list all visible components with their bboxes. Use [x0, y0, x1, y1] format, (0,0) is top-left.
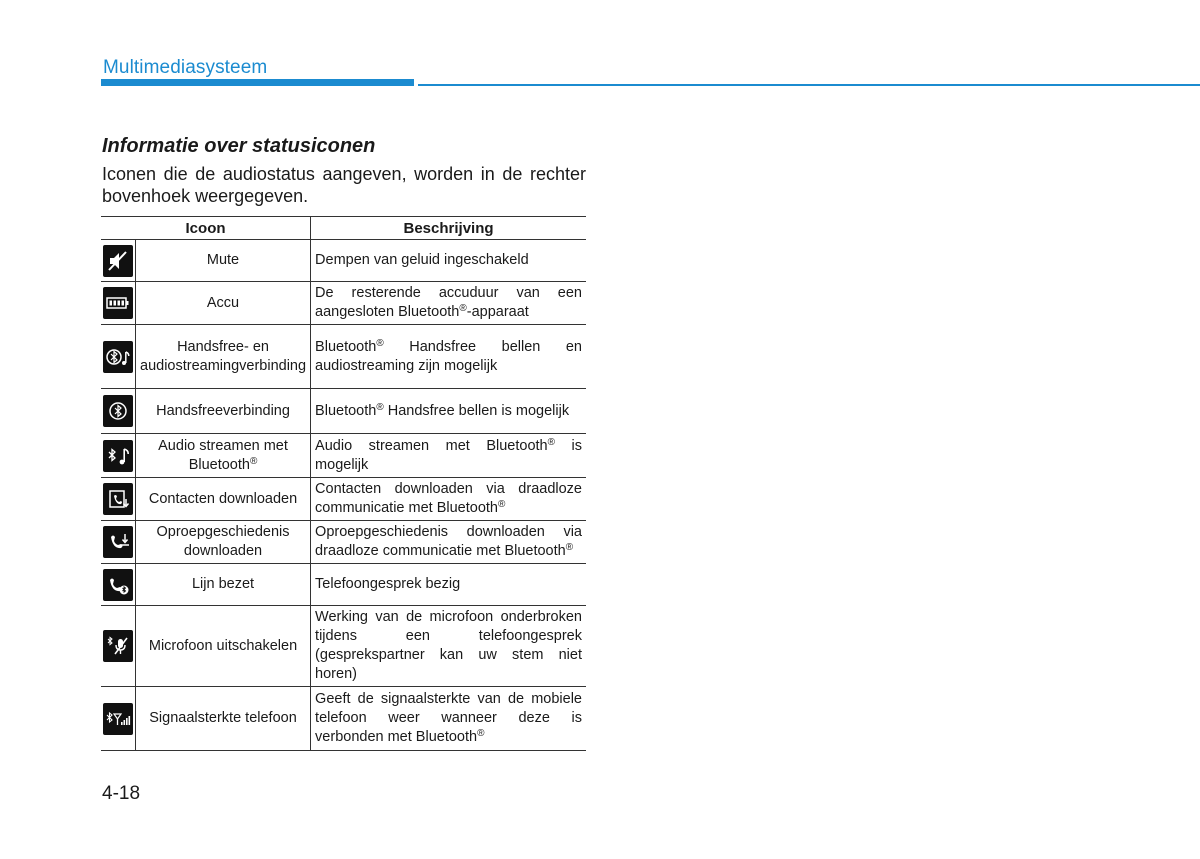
page-number: 4-18 — [102, 783, 141, 804]
header-rule-thin — [418, 84, 1200, 86]
table-row — [101, 687, 586, 751]
table-row — [101, 389, 586, 434]
registered-mark: ® — [249, 455, 258, 467]
bluetooth-handsfree-audio-icon — [103, 341, 133, 373]
table-row — [101, 282, 586, 325]
mute-icon — [103, 245, 133, 277]
desc-text: Geeft de signaalsterkte van de mobiele telefoon weer wanneer deze is verbonden met Bluetooth — [315, 691, 582, 745]
icon-description — [311, 389, 586, 434]
desc-text: Contacten downloaden via draadloze communicatie met Bluetooth — [315, 481, 582, 516]
registered-mark: ® — [477, 728, 485, 739]
icon-description — [311, 282, 586, 325]
status-icon-table — [101, 216, 586, 751]
battery-icon — [103, 287, 133, 319]
registered-mark: ® — [565, 542, 574, 553]
icon-name: Handsfree- en audiostreamingverbinding — [136, 325, 311, 389]
icon-name: Contacten downloaden — [136, 478, 311, 521]
contacts-download-icon — [103, 483, 133, 515]
table-row — [101, 606, 586, 687]
icon-description: Dempen van geluid ingeschakeld — [311, 240, 586, 282]
icon-name: Oproepgeschiedenis downloaden — [136, 521, 311, 564]
icon-description — [311, 687, 586, 751]
header-rule-thick — [101, 79, 414, 86]
bluetooth-audio-icon — [103, 440, 133, 472]
icon-name: Signaalsterkte telefoon — [136, 687, 311, 751]
signal-strength-icon — [103, 703, 133, 735]
icon-name: Accu — [136, 282, 311, 325]
table-row — [101, 325, 586, 389]
desc-text-after: Handsfree bellen is mogelijk — [383, 402, 570, 419]
column-header-icon: Icoon — [101, 217, 311, 240]
icon-name: Microfoon uitschakelen — [136, 606, 311, 687]
call-history-download-icon — [103, 526, 133, 558]
icon-description: Telefoongesprek bezig — [311, 564, 586, 606]
desc-text-after: -apparaat — [466, 304, 529, 320]
table-row — [101, 434, 586, 478]
table-row — [101, 564, 586, 606]
registered-mark: ® — [376, 337, 384, 349]
desc-text-after: Handsfree bellen en audiostreaming zijn mogelijk — [315, 338, 582, 374]
icon-description — [311, 325, 586, 389]
table-row — [101, 478, 586, 521]
bluetooth-handsfree-icon — [103, 395, 133, 427]
desc-text-after: is mogelijk — [315, 437, 583, 473]
column-header-description: Beschrijving — [311, 217, 586, 240]
icon-description: Werking van de microfoon onderbroken tijdens een telefoongesprek (gesprekspartner kan uw stem niet horen) — [311, 606, 586, 687]
header-title: Multimediasysteem — [103, 57, 268, 78]
section-title: Informatie over statusiconen — [102, 135, 376, 157]
registered-mark: ® — [498, 499, 506, 510]
desc-text: Audio streamen met Bluetooth — [315, 437, 548, 454]
line-busy-icon — [103, 569, 133, 601]
desc-text: Oproepgeschiedenis downloaden via draadloze communicatie met Bluetooth — [315, 524, 582, 559]
desc-text: Bluetooth — [315, 338, 377, 355]
name-text: Audio streamen met Bluetooth — [158, 437, 288, 473]
icon-description — [311, 521, 586, 564]
table-row — [101, 240, 586, 282]
table-row — [101, 521, 586, 564]
icon-name: Handsfreeverbinding — [136, 389, 311, 434]
registered-mark: ® — [459, 303, 467, 314]
icon-description — [311, 434, 586, 478]
registered-mark: ® — [547, 436, 555, 448]
registered-mark: ® — [376, 401, 384, 413]
desc-text: De resterende accuduur van een aangesloten Bluetooth — [315, 285, 582, 320]
table-header-row — [101, 217, 586, 240]
icon-name: Mute — [136, 240, 311, 282]
icon-description — [311, 478, 586, 521]
intro-paragraph: Iconen die de audiostatus aangeven, worden in de rechter bovenhoek weergegeven. — [102, 164, 586, 206]
microphone-off-icon — [103, 630, 133, 662]
icon-name: Lijn bezet — [136, 564, 311, 606]
desc-text: Bluetooth — [315, 402, 377, 419]
icon-name — [136, 434, 311, 478]
